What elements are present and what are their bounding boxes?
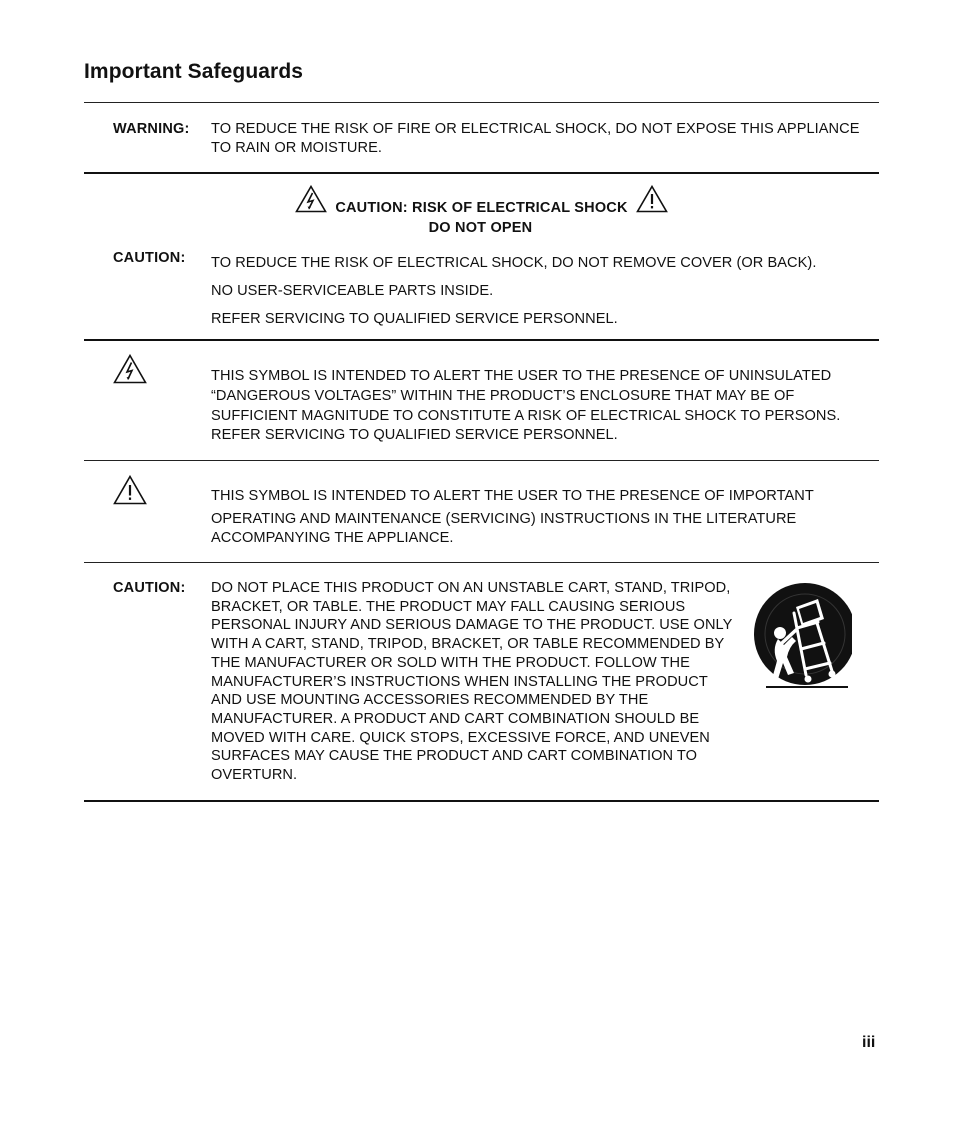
caution-banner-subtitle: DO NOT OPEN: [428, 220, 533, 236]
divider: [84, 800, 879, 802]
divider: [84, 102, 879, 103]
lightning-triangle-icon: [113, 354, 147, 389]
caution-banner-title: CAUTION: RISK OF ELECTRICAL SHOCK: [335, 200, 628, 216]
caution-cart-line: OVERTURN.: [211, 767, 298, 784]
symbol-text-line: “DANGEROUS VOLTAGES” WITHIN THE PRODUCT’S ENCLOSURE THAT MAY BE OF: [211, 388, 795, 404]
caution-label: CAUTION:: [113, 250, 186, 266]
caution-banner: [84, 185, 879, 236]
warning-text: [211, 120, 860, 158]
exclamation-triangle-icon: [113, 475, 147, 510]
exclamation-triangle-icon: [636, 185, 668, 217]
caution-paragraph: REFER SERVICING TO QUALIFIED SERVICE PERSONNEL.: [211, 311, 618, 327]
caution-cart-line: DO NOT PLACE THIS PRODUCT ON AN UNSTABLE CART, STAND, TRIPOD,: [211, 580, 731, 596]
caution-cart-line: PERSONAL INJURY AND SERIOUS DAMAGE TO THE PRODUCT. USE ONLY: [211, 617, 733, 634]
warning-line: TO RAIN OR MOISTURE.: [211, 140, 383, 156]
caution-paragraph: NO USER-SERVICEABLE PARTS INSIDE.: [211, 283, 494, 299]
caution-cart-line: WITH A CART, STAND, TRIPOD, BRACKET, OR TABLE RECOMMENDED BY: [211, 636, 725, 653]
symbol-text-line: THIS SYMBOL IS INTENDED TO ALERT THE USER TO THE PRESENCE OF UNINSULATED: [211, 368, 832, 384]
caution-cart-line: MOVED WITH CARE. QUICK STOPS, EXCESSIVE FORCE, AND UNEVEN: [211, 729, 710, 746]
caution-cart-line: SURFACES MAY CAUSE THE PRODUCT AND CART COMBINATION TO: [211, 748, 698, 765]
cart-tip-over-icon: [752, 583, 852, 696]
divider: [84, 460, 879, 461]
page-title: Important Safeguards: [84, 60, 304, 83]
warning-line: TO REDUCE THE RISK OF FIRE OR ELECTRICAL SHOCK, DO NOT EXPOSE THIS APPLIANCE: [211, 121, 860, 137]
caution-cart-line: MANUFACTURER. A PRODUCT AND CART COMBINATION SHOULD BE: [211, 710, 700, 727]
caution-cart-line: BRACKET, OR TABLE. THE PRODUCT MAY FALL CAUSING SERIOUS: [211, 598, 686, 615]
divider: [84, 172, 879, 174]
symbol-text-line: ACCOMPANYING THE APPLIANCE.: [211, 530, 454, 546]
symbol-text-line: OPERATING AND MAINTENANCE (SERVICING) INSTRUCTIONS IN THE LITERATURE: [211, 511, 797, 527]
caution-cart-line: MANUFACTURER’S INSTRUCTIONS WHEN INSTALLING THE PRODUCT: [211, 673, 708, 690]
divider: [84, 339, 879, 341]
exclamation-symbol-text: [211, 487, 814, 548]
symbol-text-line: SUFFICIENT MAGNITUDE TO CONSTITUTE A RISK OF ELECTRICAL SHOCK TO PERSONS.: [211, 408, 841, 424]
caution-cart-line: THE MANUFACTURER OR SOLD WITH THE PRODUCT. FOLLOW THE: [211, 654, 690, 671]
warning-label: WARNING:: [113, 121, 190, 137]
symbol-text-line: REFER SERVICING TO QUALIFIED SERVICE PERSONNEL.: [211, 427, 618, 443]
caution-shock-text: [211, 249, 816, 333]
symbol-text-line: THIS SYMBOL IS INTENDED TO ALERT THE USER TO THE PRESENCE OF IMPORTANT: [211, 488, 814, 504]
caution-paragraph: TO REDUCE THE RISK OF ELECTRICAL SHOCK, DO NOT REMOVE COVER (OR BACK).: [211, 255, 817, 271]
page-number: iii: [862, 1034, 876, 1051]
caution-cart-text: [211, 579, 732, 785]
lightning-triangle-icon: [295, 185, 327, 217]
caution-label: CAUTION:: [113, 580, 186, 596]
caution-cart-line: AND USE MOUNTING ACCESSORIES RECOMMENDED BY THE: [211, 692, 649, 709]
lightning-symbol-text: [211, 367, 840, 445]
divider: [84, 562, 879, 563]
